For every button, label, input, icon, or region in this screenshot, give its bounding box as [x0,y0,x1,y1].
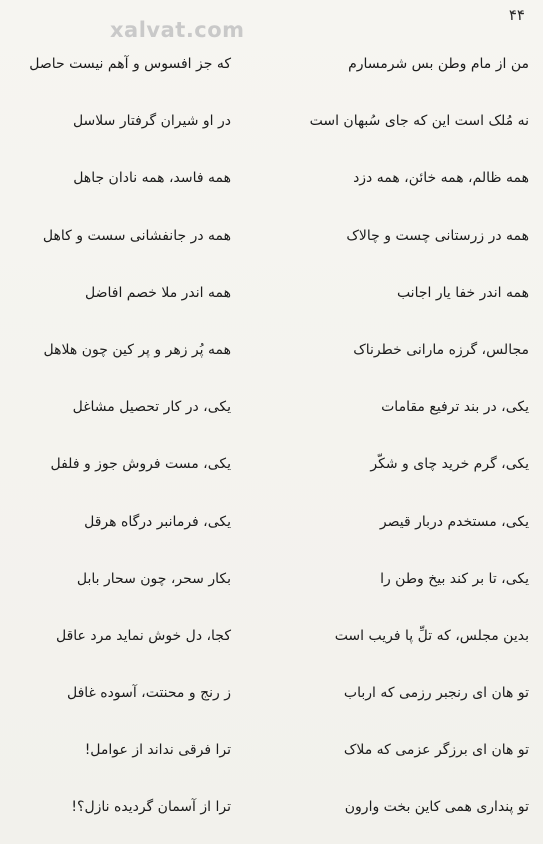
second-hemistich: ترا فرقی نداند از عوامل! [84,742,231,759]
second-hemistich: یکی، در کار تحصیل مشاغل [72,399,231,416]
first-hemistich: تو هان ای رنجبر رزمی که ارباب [343,685,529,702]
page-number: ۴۴ [508,6,525,24]
verse-line [0,667,543,724]
second-hemistich: یکی، فرمانبر درگاه هرقل [84,513,231,530]
first-hemistich: همه در زرستانی چست و چالاک [346,227,529,244]
verse-line [0,38,543,95]
verse-line [0,610,543,667]
second-hemistich: کجا، دل خوش نماید مرد عاقل [56,627,231,644]
verse-line [0,210,543,267]
second-hemistich: همه اندر ملا خصم افاضل [85,284,231,301]
first-hemistich: همه ظالم، همه خائن، همه دزد [353,170,529,187]
poem-body [0,38,543,839]
verse-line [0,496,543,553]
second-hemistich: در او شیران گرفتار سلاسل [72,113,231,130]
first-hemistich: تو پنداری همی کاین بخت وارون [344,799,529,816]
first-hemistich: یکی، گرم خرید چای و شکّر [370,456,529,473]
second-hemistich: که جز افسوس و آهم نیست حاصل [29,56,231,72]
first-hemistich: یکی، مستخدم دربار قیصر [379,513,529,530]
first-hemistich: بدین مجلس، که تلِّ پا فریب است [334,627,529,644]
site-watermark: xalvat.com [110,18,245,42]
verse-line [0,438,543,495]
first-hemistich: همه اندر خفا یار اجانب [396,284,529,301]
second-hemistich: یکی، مست فروش جوز و فلفل [50,456,231,473]
verse-line [0,267,543,324]
first-hemistich: تو هان ای برزگر عزمی که ملاک [343,742,529,759]
verse-line [0,381,543,438]
first-hemistich: نه مُلک است این که جای سُبهان است [309,113,529,130]
second-hemistich: ز رنج و محنتت، آسوده غافل [66,685,231,702]
verse-line [0,781,543,838]
second-hemistich: همه فاسد، همه نادان جاهل [73,170,231,187]
first-hemistich: من از مام وطن بس شرمسارم [348,56,529,72]
verse-line [0,553,543,610]
verse-line [0,152,543,209]
second-hemistich: همه در جانفشانی سست و کاهل [42,227,231,244]
verse-line [0,95,543,152]
second-hemistich: ترا از آسمان گردیده نازل؟! [71,799,231,816]
first-hemistich: مجالس، گرزه مارانی خطرناک [353,341,529,358]
first-hemistich: یکی، تا بر کند بیخ وطن را [380,570,529,587]
verse-line [0,324,543,381]
verse-line [0,724,543,781]
second-hemistich: بکار سحر، چون سحار بابل [76,570,231,587]
first-hemistich: یکی، در بند ترفیع مقامات [381,399,529,416]
second-hemistich: همه پُر زهر و پر کین چون هلاهل [43,341,231,358]
